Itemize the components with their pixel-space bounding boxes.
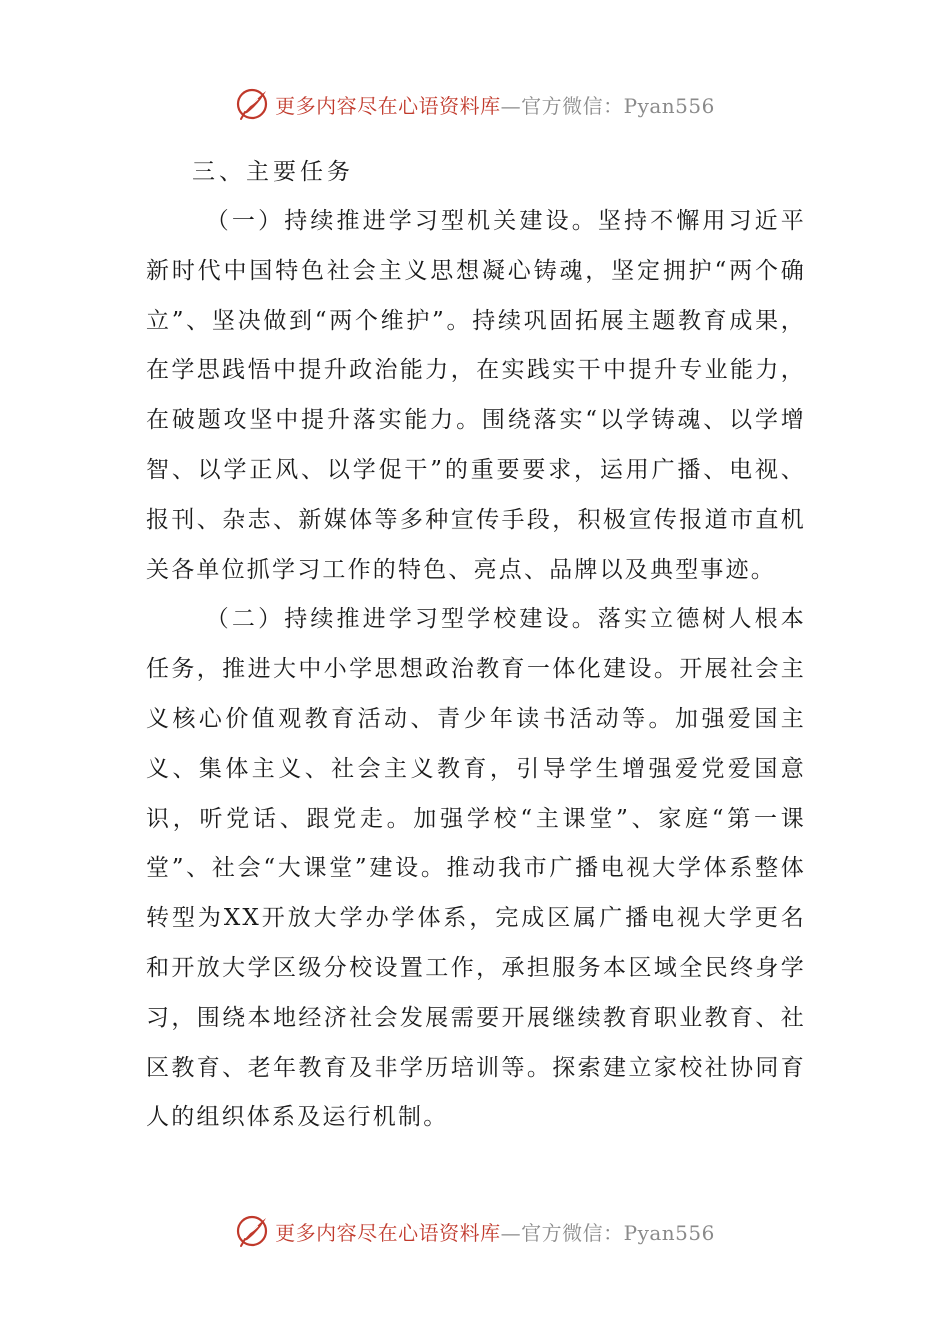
quill-logo-icon: [235, 86, 271, 122]
watermark-brand: 更多内容尽在心语资料库: [275, 1220, 501, 1245]
paragraph-1: （一）持续推进学习型机关建设。坚持不懈用习近平新时代中国特色社会主义思想凝心铸魂，坚定拥护“两个确立”、坚决做到“两个维护”。持续巩固拓展主题教育成果，在学思践悟中提升政治能力，在实践实干中提升专业能力，在破题攻坚中提升落实能力。围绕落实“以学铸魂、以学增智、以学正风、以学促干”的重要要求，运用广播、电视、报刊、杂志、新媒体等多种宣传手段，积极宣传报道市直机关各单位抓学习工作的特色、亮点、品牌以及典型事迹。: [146, 208, 806, 583]
quill-logo-icon: [235, 1213, 271, 1249]
watermark-text: [275, 1217, 715, 1246]
watermark-contact: —官方微信：Pyan556: [500, 93, 715, 118]
footer-watermark: [0, 1211, 950, 1251]
watermark-text: [275, 90, 715, 119]
paragraph-2: （二）持续推进学习型学校建设。落实立德树人根本任务，推进大中小学思想政治教育一体化建设。开展社会主义核心价值观教育活动、青少年读书活动等。加强爱国主义、集体主义、社会主义教育，引导学生增强爱党爱国意识，听党话、跟党走。加强学校“主课堂”、家庭“第一课堂”、社会“大课堂”建设。推动我市广播电视大学体系整体转型为XX开放大学办学体系，完成区属广播电视大学更名和开放大学区级分校设置工作，承担服务本区域全民终身学习，围绕本地经济社会发展需要开展继续教育职业教育、社区教育、老年教育及非学历培训等。探索建立家校社协同育人的组织体系及运行机制。: [146, 606, 806, 1131]
watermark-brand: 更多内容尽在心语资料库: [275, 93, 501, 118]
section-heading: 三、主要任务: [192, 159, 354, 185]
document-body: [146, 147, 806, 1143]
header-watermark: [0, 84, 950, 124]
watermark-contact: —官方微信：Pyan556: [500, 1220, 715, 1245]
